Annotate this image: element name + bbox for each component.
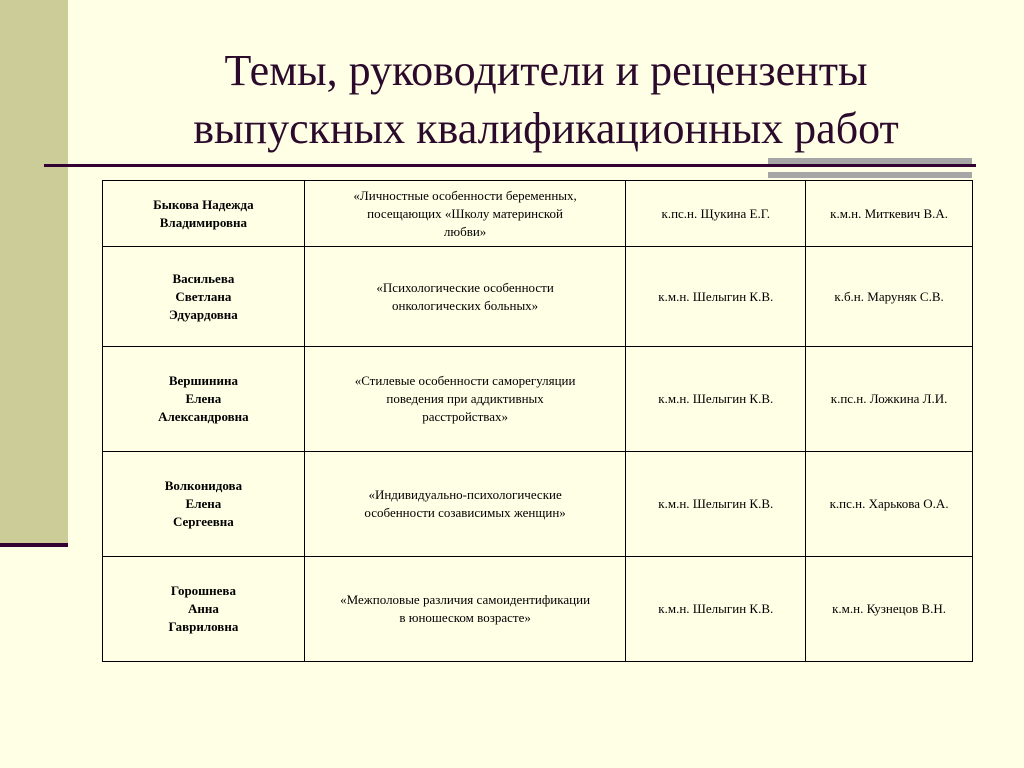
reviewer-cell: к.м.н. Миткевич В.А. (806, 181, 973, 247)
student-name-cell (103, 181, 305, 247)
student-name-line: Волконидова (164, 478, 243, 493)
student-name-line: Владимировна (159, 214, 248, 230)
title-accent-gray-bottom (768, 172, 972, 178)
reviewer-cell: к.пс.н. Ложкина Л.И. (806, 347, 973, 452)
table-row (103, 247, 973, 347)
advisor-cell: к.м.н. Шелыгин К.В. (626, 347, 806, 452)
advisor-cell: к.м.н. Шелыгин К.В. (626, 452, 806, 557)
topic-cell (304, 452, 626, 557)
student-name-line: Сергеевна (172, 514, 234, 529)
student-name-cell (103, 247, 305, 347)
slide-title (68, 42, 1024, 158)
table-row (103, 452, 973, 557)
topic-cell (304, 181, 626, 247)
table-row (103, 347, 973, 452)
student-name-line: Гавриловна (168, 619, 239, 634)
student-name-line: Александровна (158, 409, 249, 424)
topic-line: «Межполовые различия самоидентификации (340, 592, 591, 607)
reviewer-cell: к.м.н. Кузнецов В.Н. (806, 557, 973, 662)
slide-title-line-2: выпускных квалификационных работ (193, 104, 899, 153)
topic-line: «Индивидуально-психологические (368, 487, 562, 502)
student-name-cell (103, 452, 305, 557)
reviewer-cell: к.пс.н. Харькова О.А. (806, 452, 973, 557)
student-name-line: Елена (185, 496, 222, 511)
topic-line: любви» (443, 223, 487, 239)
theses-table (102, 180, 973, 662)
topic-line: поведения при аддиктивных (386, 391, 544, 406)
student-name-line: Елена (185, 391, 222, 406)
title-divider (44, 164, 976, 167)
student-name-cell (103, 557, 305, 662)
table-row (103, 557, 973, 662)
slide-title-line-1: Темы, руководители и рецензенты (224, 46, 868, 95)
left-accent-bar (0, 0, 68, 543)
student-name-line: Быкова Надежда (153, 196, 254, 212)
topic-line: онкологических больных» (391, 297, 539, 313)
advisor-cell: к.пс.н. Щукина Е.Г. (626, 181, 806, 247)
student-name-line: Анна (187, 601, 219, 616)
topic-line: «Стилевые особенности саморегуляции (354, 373, 576, 388)
student-name-line: Горошнева (170, 583, 236, 598)
topic-line: посещающих «Школу материнской (367, 205, 564, 221)
topic-line: «Психологические особенности (376, 279, 554, 295)
table-row (103, 181, 973, 247)
left-accent-underline (0, 543, 68, 547)
student-name-line: Васильева (172, 270, 235, 286)
student-name-line: Эдуардовна (169, 306, 238, 322)
advisor-cell: к.м.н. Шелыгин К.В. (626, 557, 806, 662)
student-name-line: Светлана (175, 288, 232, 304)
advisor-cell: к.м.н. Шелыгин К.В. (626, 247, 806, 347)
student-name-cell (103, 347, 305, 452)
student-name-line: Вершинина (168, 373, 238, 388)
reviewer-cell: к.б.н. Маруняк С.В. (806, 247, 973, 347)
topic-line: в юношеском возрасте» (399, 610, 531, 625)
topic-line: расстройствах» (422, 409, 508, 424)
topic-cell (304, 247, 626, 347)
topic-cell (304, 557, 626, 662)
topic-line: «Личностные особенности беременных, (353, 187, 577, 203)
topic-cell (304, 347, 626, 452)
topic-line: особенности созависимых женщин» (364, 505, 566, 520)
